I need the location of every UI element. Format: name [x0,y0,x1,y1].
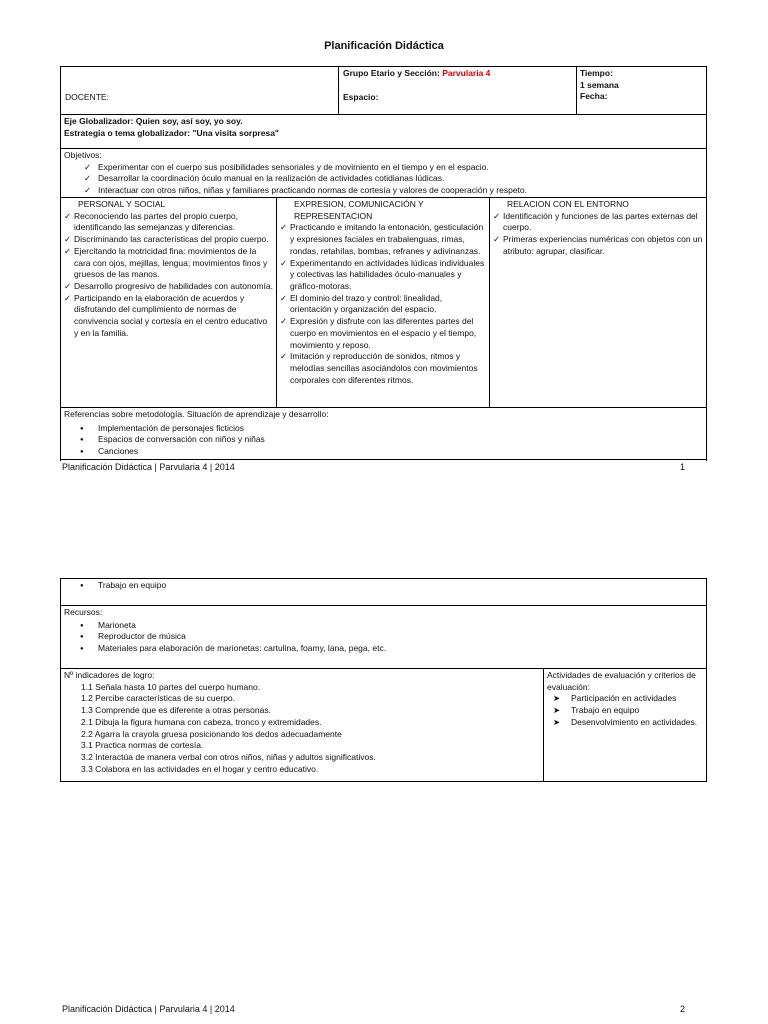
personal-item: ✓ Discriminando las características del propio cuerpo. [64,234,273,246]
objetivo-item: ✓ Desarrollar la coordinación óculo manual en la realización de actividades cotidianas lúdicas. [64,173,703,185]
indicadores-list [64,682,540,776]
page-footer: Planificación Didáctica | Parvularia 4 | 2014 [62,462,235,472]
expresion-list [280,222,486,386]
espacio-label: Espacio: [343,92,379,102]
eje-globalizador: Eje Globalizador: Quien soy, así soy, yo soy. [64,116,243,126]
objetivos-list [64,162,703,197]
referencias-label: Referencias sobre metodología. Situación de aprendizaje y desarrollo: [64,409,329,419]
relacion-list [493,211,703,258]
tiempo-cell [576,66,707,115]
recursos-list [64,620,703,655]
referencia-item: ● Implementación de personajes ficticios [64,423,703,435]
indicador-item: 2.1 Dibuja la figura humana con cabeza, tronco y extremidades. [81,716,322,727]
recursos-cell [60,605,707,669]
grupo-value: Parvularia 4 [442,68,491,78]
indicador-item: 1.1 Señala hasta 10 partes del cuerpo humano. [81,681,261,692]
expresion-item: ✓ Imitación y reproducción de sonidos, ritmos y melodías sencillas asociándolos con movimientos corporales con diferentes ritmos. [280,351,486,386]
fecha-label: Fecha: [580,91,608,102]
indicador-item: 3.1 Practica normas de cortesía. [81,740,204,751]
evaluacion-list [547,693,703,728]
recursos-label: Recursos: [64,607,103,617]
referencia-item: ● Espacios de conversación con niños y niñas [64,434,703,446]
referencias-list [64,423,703,458]
personal-item: ✓ Ejercitando la motricidad fina: movimientos de la cara con ojos, mejillas, lengua; movimientos finos y gruesos de las manos. [64,246,273,281]
evaluacion-item: ➤ Trabajo en equipo [547,705,703,717]
objetivos-cell [60,148,707,198]
recurso-item: ● Materiales para elaboración de marionetas: cartulina, foamy, lana, pega, etc. [64,643,703,655]
evaluacion-item: ➤ Participación en actividades [547,693,703,705]
personal-social-title: PERSONAL Y SOCIAL [78,199,166,209]
page-title: Planificación Didáctica [324,40,444,52]
eje-cell [60,114,707,149]
footer-rule [60,459,707,460]
indicadores-label: Nº indicadores de logro: [64,670,155,680]
evaluacion-label: Actividades de evaluación y criterios de evaluación: [547,670,696,692]
personal-item: ✓ Reconociendo las partes del propio cuerpo, identificando las semejanzas y diferencias. [64,211,273,234]
relacion-entorno-column [489,197,707,408]
relacion-item: ✓ Identificación y funciones de las partes externas del cuerpo. [493,211,703,234]
referencias-cell [60,407,707,461]
relacion-item: ✓ Primeras experiencias numéricas con objetos con un atributo: agrupar, clasificar. [493,234,703,257]
expresion-item: ✓ Expresión y disfrute con las diferentes partes del cuerpo en movimientos en el espacio y el tiempo, movimiento y reposo. [280,316,486,351]
expresion-item: ✓ El dominio del trazo y control: linealidad, orientación y organización del espacio. [280,293,486,316]
indicador-item: 1.3 Comprende que es diferente a otras personas. [81,705,271,716]
indicador-item: 3.2 Interactúa de manera verbal con otros niños, niñas y adultos significativos. [81,752,376,763]
evaluacion-item: ➤ Desenvolvimiento en actividades. [547,717,703,729]
referencias-continued-cell [60,578,707,606]
recurso-item: ● Reproductor de música [64,631,703,643]
expresion-title-1: EXPRESION, COMUNICACIÓN Y [294,199,424,209]
indicador-item: 2.2 Agarra la crayola gruesa posicionando los dedos adecuadamente [81,728,342,739]
page-number: 1 [680,462,686,472]
personal-social-column [60,197,277,408]
objetivo-item: ✓ Experimentar con el cuerpo sus posibilidades sensoriales y de movimiento en el tiempo y en el espacio. [64,162,703,174]
expresion-item: ✓ Experimentando en actividades lúdicas individuales y colectivas las habilidades óculo-manuales y gráfico-motoras. [280,258,486,293]
objetivos-label: Objetivos: [64,150,102,160]
expresion-column [276,197,490,408]
docente-cell [60,66,339,115]
personal-social-list [64,211,273,340]
indicadores-cell [60,668,544,782]
estrategia: Estrategia o tema globalizador: "Una visita sorpresa" [64,127,279,138]
referencia-item: ● Trabajo en equipo [64,580,703,592]
docente-label: DOCENTE: [65,92,109,102]
recurso-item: ● Marioneta [64,620,703,632]
referencias-continued-list [64,580,703,592]
tiempo-value: 1 semana [580,79,619,90]
page-number: 2 [680,1004,686,1014]
expresion-item: ✓ Practicando e imitando la entonación, gesticulación y expresiones faciales en trabalenguas, rimas, rondas, retahílas, bombas, refranes y adivinanzas. [280,222,486,257]
tiempo-label: Tiempo: [580,68,613,78]
relacion-title: RELACION CON EL ENTORNO [507,199,629,209]
indicador-item: 1.2 Percibe características de su cuerpo. [81,693,236,704]
referencia-item: ● Canciones [64,446,703,458]
grupo-cell [338,66,577,115]
evaluacion-cell [543,668,707,782]
personal-item: ✓ Desarrollo progresivo de habilidades con autonomía. [64,281,273,293]
personal-item: ✓ Participando en la elaboración de acuerdos y disfrutando del cumplimiento de normas de convivencia social y cortesía en el centro educativo y en la familia. [64,293,273,340]
indicador-item: 3.3 Colabora en las actividades en el hogar y centro educativo. [81,763,319,774]
grupo-label: Grupo Etario y Sección: [343,68,440,78]
page-footer: Planificación Didáctica | Parvularia 4 | 2014 [62,1004,235,1014]
objetivo-item: ✓ Interactuar con otros niños, niñas y familiares practicando normas de cortesía y valores de cooperación y respeto. [64,185,703,197]
expresion-title-2: REPRESENTACION [294,210,373,221]
